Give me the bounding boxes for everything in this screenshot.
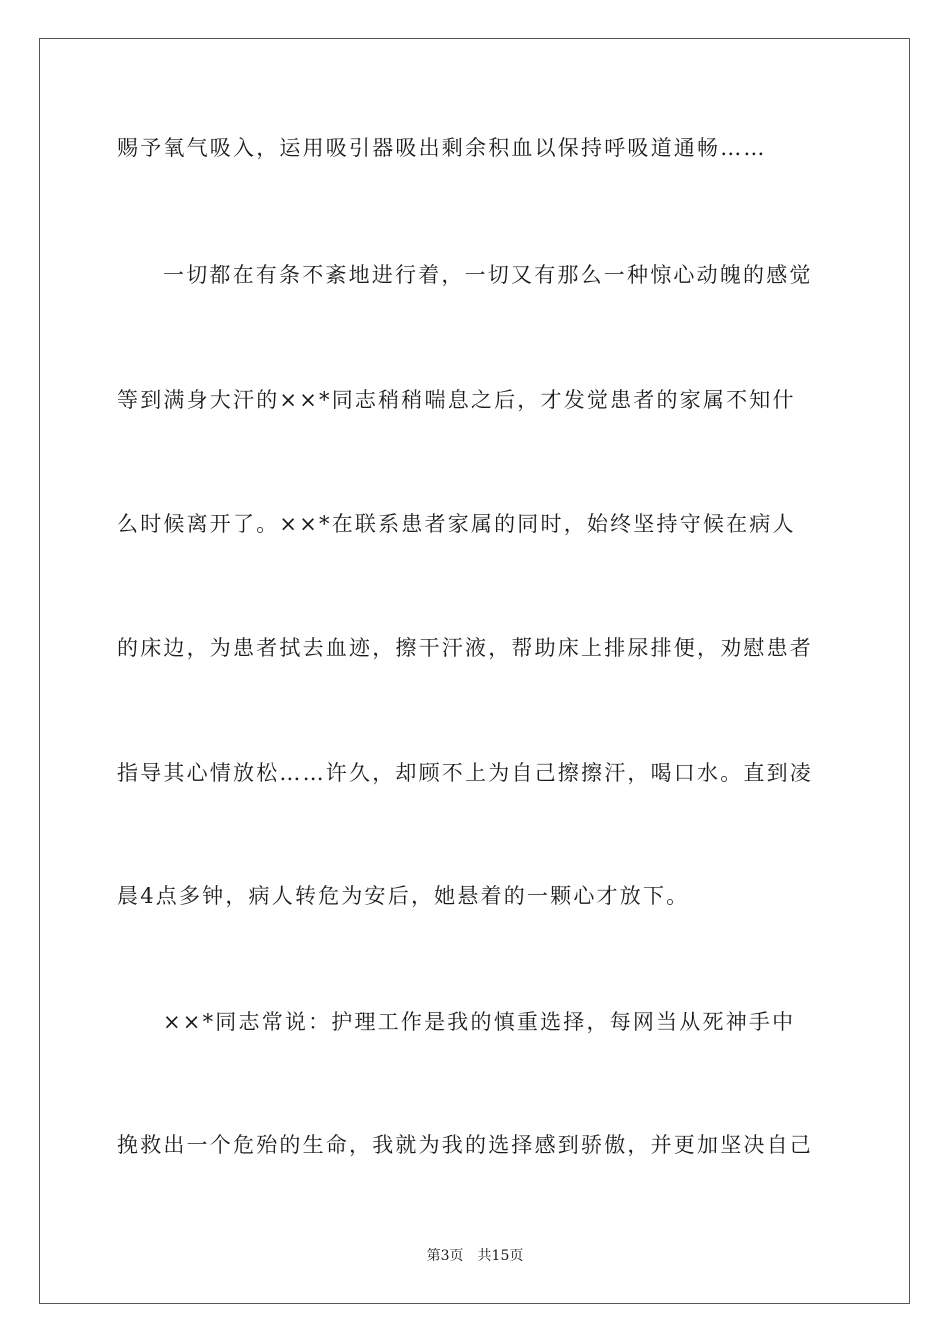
page-footer	[0, 1247, 950, 1265]
page-number: 第3页	[426, 1248, 464, 1264]
text-line-6: 指导其心情放松……许久，却顾不上为自己擦擦汗，喝口水。直到凌	[117, 761, 813, 785]
page-total: 共15页	[477, 1248, 524, 1264]
text-line-2: 一切都在有条不紊地进行着，一切又有那么一种惊心动魄的感觉	[163, 263, 813, 287]
text-line-1: 赐予氧气吸入，运用吸引器吸出剩余积血以保持呼吸道通畅……	[117, 136, 767, 160]
text-line-9: 挽救出一个危殆的生命，我就为我的选择感到骄傲，并更加坚决自己	[117, 1133, 813, 1157]
text-line-5: 的床边，为患者拭去血迹，擦干汗液，帮助床上排尿排便，劝慰患者	[117, 636, 813, 660]
text-line-3: 等到满身大汗的××*同志稍稍喘息之后，才发觉患者的家属不知什	[117, 388, 796, 412]
text-line-8: ××*同志常说：护理工作是我的慎重选择，每网当从死神手中	[163, 1010, 796, 1034]
text-line-4: 么时候离开了。××*在联系患者家属的同时，始终坚持守候在病人	[117, 512, 796, 536]
text-line-7: 晨4点多钟，病人转危为安后，她悬着的一颗心才放下。	[117, 884, 690, 908]
page-border	[39, 38, 910, 1304]
